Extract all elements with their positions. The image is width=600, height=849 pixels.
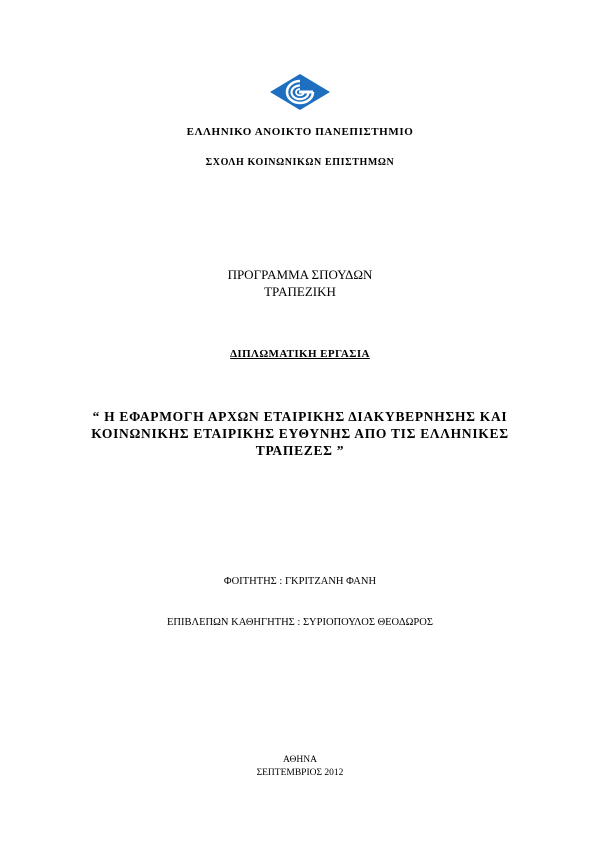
supervisor-name: ΕΠΙΒΛΕΠΩΝ ΚΑΘΗΓΗΤΗΣ : ΣΥΡΙΟΠΟΥΛΟΣ ΘΕΟΔΩΡΟΣ: [167, 617, 433, 628]
thesis-label: ΔΙΠΛΩΜΑΤΙΚΗ ΕΡΓΑΣΙΑ: [230, 348, 370, 360]
student-name: ΦΟΙΤΗΤΗΣ : ΓΚΡΙΤΖΑΝΗ ΦΑΝΗ: [223, 576, 377, 587]
school-name: ΣΧΟΛΗ ΚΟΙΝΩΝΙΚΩΝ ΕΠΙΣΤΗΜΩΝ: [205, 157, 395, 168]
eap-logo-icon: [269, 73, 331, 111]
university-name: ΕΛΛΗΝΙΚΟ ΑΝΟΙΚΤΟ ΠΑΝΕΠΙΣΤΗΜΙΟ: [186, 126, 414, 138]
city: ΑΘΗΝΑ: [283, 755, 317, 765]
thesis-title: “ Η ΕΦΑΡΜΟΓΗ ΑΡΧΩΝ ΕΤΑΙΡΙΚΗΣ ΔΙΑΚΥΒΕΡΝΗΣΗΣ ΚΑΙ ΚΟΙΝΩΝΙΚΗΣ ΕΤΑΙΡΙΚΗΣ ΕΥΘΥΝΗΣ ΑΠΟ ΤΙΣ ΕΛΛΗΝΙΚΕΣ ΤΡΑΠΕΖΕΣ ”: [91, 409, 509, 458]
program-name: ΤΡΑΠΕΖΙΚΗ: [264, 284, 336, 299]
program-label: ΠΡΟΓΡΑΜΜΑ ΣΠΟΥΔΩΝ: [227, 267, 373, 282]
date: ΣΕΠΤΕΜΒΡΙΟΣ 2012: [256, 768, 344, 778]
study-program: [0, 266, 600, 300]
